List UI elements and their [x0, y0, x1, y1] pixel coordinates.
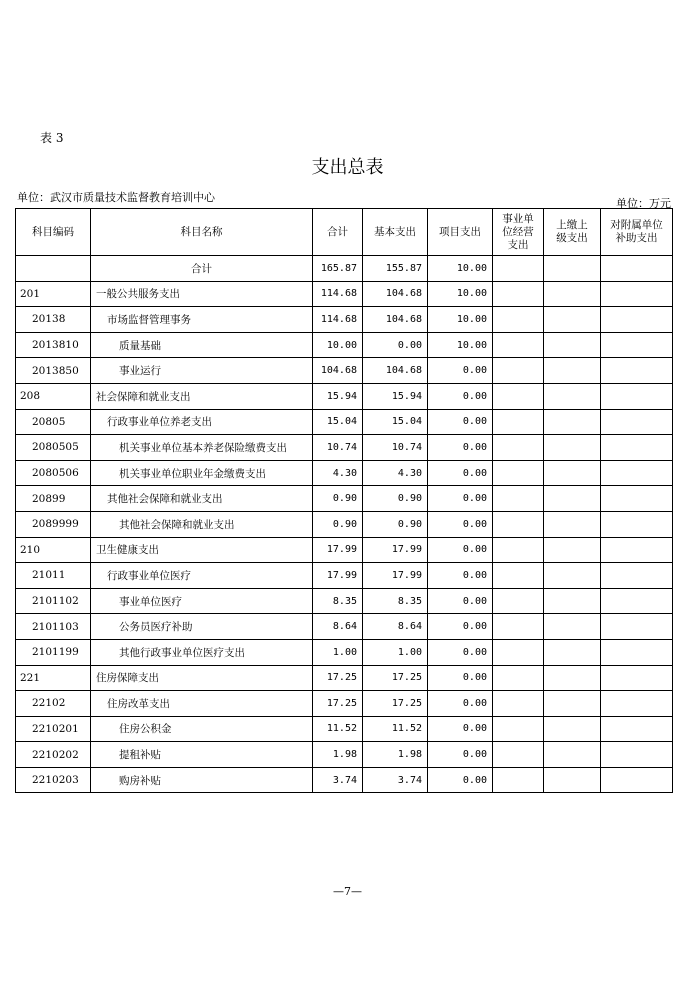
cell-code: 20138	[16, 307, 91, 333]
cell-remit	[544, 691, 601, 717]
cell-code: 2080506	[16, 460, 91, 486]
cell-subsidy	[601, 665, 673, 691]
cell-subsidy	[601, 742, 673, 768]
cell-remit	[544, 281, 601, 307]
page-number: —7—	[333, 885, 362, 898]
table-row	[16, 563, 673, 589]
cell-name: 公务员医疗补助	[91, 614, 313, 640]
cell-name: 住房保障支出	[91, 665, 313, 691]
cell-basic: 11.52	[363, 716, 428, 742]
cell-code: 21011	[16, 563, 91, 589]
table-body	[16, 256, 673, 793]
cell-total: 17.25	[313, 665, 363, 691]
page-title: 支出总表	[311, 157, 384, 178]
cell-operating	[493, 511, 544, 537]
cell-total: 3.74	[313, 767, 363, 793]
cell-total: 114.68	[313, 307, 363, 333]
cell-project: 0.00	[428, 486, 493, 512]
table-row	[16, 588, 673, 614]
cell-project: 0.00	[428, 537, 493, 563]
table-row	[16, 281, 673, 307]
cell-name: 提租补贴	[91, 742, 313, 768]
cell-subsidy	[601, 256, 673, 282]
cell-operating	[493, 383, 544, 409]
cell-subsidy	[601, 511, 673, 537]
cell-project: 0.00	[428, 665, 493, 691]
cell-basic: 17.99	[363, 537, 428, 563]
cell-basic: 0.90	[363, 486, 428, 512]
cell-code: 2210203	[16, 767, 91, 793]
cell-remit	[544, 511, 601, 537]
cell-basic: 8.35	[363, 588, 428, 614]
cell-name: 一般公共服务支出	[91, 281, 313, 307]
cell-name: 市场监督管理事务	[91, 307, 313, 333]
cell-subsidy	[601, 409, 673, 435]
cell-code: 221	[16, 665, 91, 691]
cell-project: 0.00	[428, 383, 493, 409]
cell-code: 20805	[16, 409, 91, 435]
cell-project: 0.00	[428, 460, 493, 486]
cell-total: 10.00	[313, 332, 363, 358]
cell-project: 10.00	[428, 281, 493, 307]
table-row	[16, 511, 673, 537]
cell-project: 0.00	[428, 716, 493, 742]
cell-total: 165.87	[313, 256, 363, 282]
cell-remit	[544, 537, 601, 563]
table-row	[16, 691, 673, 717]
cell-remit	[544, 614, 601, 640]
cell-name: 机关事业单位基本养老保险缴费支出	[91, 435, 313, 461]
table-row	[16, 383, 673, 409]
cell-total: 17.99	[313, 563, 363, 589]
cell-remit	[544, 639, 601, 665]
cell-operating	[493, 460, 544, 486]
cell-name: 质量基础	[91, 332, 313, 358]
cell-total: 15.04	[313, 409, 363, 435]
cell-name: 其他行政事业单位医疗支出	[91, 639, 313, 665]
cell-name: 事业单位医疗	[91, 588, 313, 614]
cell-operating	[493, 537, 544, 563]
table-row	[16, 358, 673, 384]
col-header-code: 科目编码	[16, 209, 91, 256]
cell-project: 0.00	[428, 691, 493, 717]
cell-subsidy	[601, 307, 673, 333]
cell-project: 0.00	[428, 409, 493, 435]
cell-basic: 4.30	[363, 460, 428, 486]
cell-project: 0.00	[428, 435, 493, 461]
cell-project: 10.00	[428, 256, 493, 282]
cell-project: 0.00	[428, 358, 493, 384]
unit-organization: 单位：武汉市质量技术监督教育培训中心	[17, 191, 215, 204]
cell-name: 住房改革支出	[91, 691, 313, 717]
cell-subsidy	[601, 460, 673, 486]
cell-code: 210	[16, 537, 91, 563]
cell-operating	[493, 256, 544, 282]
cell-basic: 17.25	[363, 665, 428, 691]
cell-project: 0.00	[428, 742, 493, 768]
cell-remit	[544, 332, 601, 358]
col-header-project: 项目支出	[428, 209, 493, 256]
cell-total: 0.90	[313, 486, 363, 512]
table-number: 表 3	[40, 131, 64, 145]
cell-total: 17.25	[313, 691, 363, 717]
table-row	[16, 307, 673, 333]
cell-total: 104.68	[313, 358, 363, 384]
unit-currency: 单位：万元	[616, 197, 671, 210]
cell-name: 其他社会保障和就业支出	[91, 486, 313, 512]
cell-total: 4.30	[313, 460, 363, 486]
cell-basic: 104.68	[363, 307, 428, 333]
table-row	[16, 409, 673, 435]
cell-subsidy	[601, 358, 673, 384]
col-header-subsidy: 对附属单位补助支出	[601, 209, 673, 256]
table-header-row	[16, 209, 673, 256]
table-row	[16, 665, 673, 691]
cell-remit	[544, 307, 601, 333]
table-row	[16, 537, 673, 563]
cell-operating	[493, 332, 544, 358]
table-row	[16, 256, 673, 282]
cell-remit	[544, 767, 601, 793]
cell-code: 208	[16, 383, 91, 409]
cell-remit	[544, 563, 601, 589]
cell-name: 购房补贴	[91, 767, 313, 793]
cell-operating	[493, 588, 544, 614]
cell-operating	[493, 409, 544, 435]
table-row	[16, 767, 673, 793]
cell-remit	[544, 742, 601, 768]
cell-basic: 104.68	[363, 358, 428, 384]
table-row	[16, 742, 673, 768]
cell-subsidy	[601, 332, 673, 358]
cell-operating	[493, 435, 544, 461]
cell-subsidy	[601, 383, 673, 409]
cell-remit	[544, 409, 601, 435]
cell-operating	[493, 742, 544, 768]
cell-total: 17.99	[313, 537, 363, 563]
col-header-basic: 基本支出	[363, 209, 428, 256]
cell-code: 2101103	[16, 614, 91, 640]
table-row	[16, 486, 673, 512]
cell-operating	[493, 767, 544, 793]
cell-project: 0.00	[428, 639, 493, 665]
cell-code: 201	[16, 281, 91, 307]
cell-operating	[493, 716, 544, 742]
cell-operating	[493, 665, 544, 691]
expenditure-table	[15, 208, 673, 793]
cell-code: 2013810	[16, 332, 91, 358]
cell-total: 0.90	[313, 511, 363, 537]
cell-total: 15.94	[313, 383, 363, 409]
cell-code: 2210202	[16, 742, 91, 768]
cell-basic: 1.98	[363, 742, 428, 768]
cell-project: 10.00	[428, 307, 493, 333]
cell-subsidy	[601, 614, 673, 640]
cell-code: 2101199	[16, 639, 91, 665]
cell-subsidy	[601, 716, 673, 742]
cell-remit	[544, 435, 601, 461]
col-header-remit: 上缴上级支出	[544, 209, 601, 256]
cell-basic: 17.25	[363, 691, 428, 717]
cell-operating	[493, 563, 544, 589]
cell-basic: 10.74	[363, 435, 428, 461]
cell-name: 行政事业单位养老支出	[91, 409, 313, 435]
cell-code: 2080505	[16, 435, 91, 461]
cell-subsidy	[601, 691, 673, 717]
table-row	[16, 716, 673, 742]
cell-project: 0.00	[428, 614, 493, 640]
cell-project: 10.00	[428, 332, 493, 358]
col-header-name: 科目名称	[91, 209, 313, 256]
cell-name: 卫生健康支出	[91, 537, 313, 563]
table-row	[16, 332, 673, 358]
cell-basic: 155.87	[363, 256, 428, 282]
cell-total: 8.35	[313, 588, 363, 614]
cell-subsidy	[601, 588, 673, 614]
cell-operating	[493, 307, 544, 333]
cell-basic: 15.04	[363, 409, 428, 435]
cell-remit	[544, 383, 601, 409]
cell-total: 1.98	[313, 742, 363, 768]
cell-basic: 104.68	[363, 281, 428, 307]
table-row	[16, 435, 673, 461]
cell-remit	[544, 665, 601, 691]
cell-basic: 17.99	[363, 563, 428, 589]
table-row	[16, 460, 673, 486]
cell-operating	[493, 639, 544, 665]
cell-operating	[493, 281, 544, 307]
cell-total: 8.64	[313, 614, 363, 640]
cell-name: 其他社会保障和就业支出	[91, 511, 313, 537]
cell-subsidy	[601, 639, 673, 665]
cell-name: 事业运行	[91, 358, 313, 384]
table-row	[16, 614, 673, 640]
cell-name: 合计	[91, 256, 313, 282]
cell-project: 0.00	[428, 588, 493, 614]
cell-code: 2013850	[16, 358, 91, 384]
cell-total: 10.74	[313, 435, 363, 461]
cell-code: 2089999	[16, 511, 91, 537]
cell-code: 20899	[16, 486, 91, 512]
cell-project: 0.00	[428, 511, 493, 537]
cell-name: 行政事业单位医疗	[91, 563, 313, 589]
cell-code: 22102	[16, 691, 91, 717]
table-row	[16, 639, 673, 665]
cell-total: 1.00	[313, 639, 363, 665]
cell-total: 114.68	[313, 281, 363, 307]
cell-code: 2210201	[16, 716, 91, 742]
cell-name: 住房公积金	[91, 716, 313, 742]
cell-basic: 3.74	[363, 767, 428, 793]
cell-remit	[544, 588, 601, 614]
cell-basic: 0.90	[363, 511, 428, 537]
cell-subsidy	[601, 537, 673, 563]
cell-code: 2101102	[16, 588, 91, 614]
cell-operating	[493, 486, 544, 512]
cell-basic: 0.00	[363, 332, 428, 358]
cell-basic: 1.00	[363, 639, 428, 665]
col-header-total: 合计	[313, 209, 363, 256]
col-header-operating: 事业单位经营支出	[493, 209, 544, 256]
cell-total: 11.52	[313, 716, 363, 742]
cell-basic: 15.94	[363, 383, 428, 409]
cell-code	[16, 256, 91, 282]
cell-operating	[493, 614, 544, 640]
cell-name: 社会保障和就业支出	[91, 383, 313, 409]
cell-remit	[544, 486, 601, 512]
cell-remit	[544, 716, 601, 742]
cell-operating	[493, 358, 544, 384]
cell-subsidy	[601, 767, 673, 793]
cell-remit	[544, 358, 601, 384]
cell-remit	[544, 460, 601, 486]
cell-project: 0.00	[428, 563, 493, 589]
cell-basic: 8.64	[363, 614, 428, 640]
cell-subsidy	[601, 486, 673, 512]
cell-subsidy	[601, 281, 673, 307]
cell-operating	[493, 691, 544, 717]
cell-remit	[544, 256, 601, 282]
cell-name: 机关事业单位职业年金缴费支出	[91, 460, 313, 486]
cell-subsidy	[601, 563, 673, 589]
cell-project: 0.00	[428, 767, 493, 793]
cell-subsidy	[601, 435, 673, 461]
